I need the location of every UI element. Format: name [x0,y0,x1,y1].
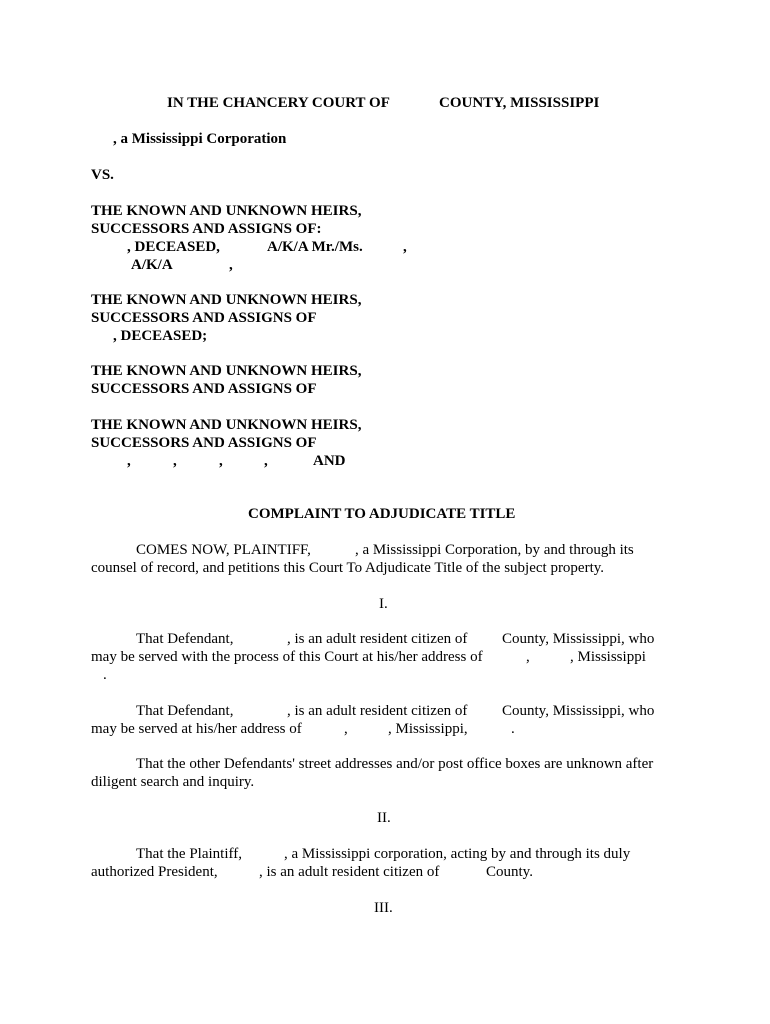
court-name: IN THE CHANCERY COURT OF [167,95,390,111]
defendant4-and: AND [313,453,346,469]
defendant1-line2: SUCCESSORS AND ASSIGNS OF: [91,221,322,237]
defendant1-aka: A/K/A Mr./Ms. [267,239,363,255]
sec1-p1-line2c: , Mississippi [570,649,646,665]
sec1-p3-line1: That the other Defendants' street addresses and/or post office boxes are unknown after [136,756,654,772]
versus-label: VS. [91,167,114,183]
intro-line2: counsel of record, and petitions this Court To Adjudicate Title of the subject property. [91,560,605,576]
defendant1-comma2: , [229,257,233,273]
complaint-title: COMPLAINT TO ADJUDICATE TITLE [248,506,516,522]
defendant2-line2: SUCCESSORS AND ASSIGNS OF [91,310,317,326]
defendant4-comma4: , [264,453,268,469]
defendant1-aka2: A/K/A [131,257,173,273]
sec1-p2-line2c: , Mississippi, [388,721,468,737]
sec1-p1-line1b: , is an adult resident citizen of [287,631,468,647]
sec2-p1-line2a: authorized President, [91,864,218,880]
sec1-p1-line2a: may be served with the process of this Court at his/her address of [91,649,483,665]
plaintiff-name: , a Mississippi Corporation [113,131,287,147]
section-1-heading: I. [379,596,388,612]
sec2-p1-line1a: That the Plaintiff, [136,846,242,862]
sec2-p1-line2c: County. [486,864,533,880]
section-2-heading: II. [377,810,391,826]
defendant4-comma3: , [219,453,223,469]
defendant2-line1: THE KNOWN AND UNKNOWN HEIRS, [91,292,362,308]
defendant2-deceased: , DECEASED; [113,328,208,344]
court-county: COUNTY, MISSISSIPPI [439,95,600,111]
sec2-p1-line1b: , a Mississippi corporation, acting by and through its duly [284,846,631,862]
sec1-p1-line3: . [103,667,107,683]
defendant4-line2: SUCCESSORS AND ASSIGNS OF [91,435,317,451]
sec1-p2-line1a: That Defendant, [136,703,234,719]
sec1-p2-line1c: County, Mississippi, who [502,703,655,719]
sec1-p3-line2: diligent search and inquiry. [91,774,255,790]
sec2-p1-line2b: , is an adult resident citizen of [259,864,440,880]
sec1-p2-line2b: , [344,721,348,737]
sec1-p1-line1a: That Defendant, [136,631,234,647]
defendant3-line2: SUCCESSORS AND ASSIGNS OF [91,381,317,397]
defendant4-comma2: , [173,453,177,469]
defendant4-comma1: , [127,453,131,469]
defendant1-deceased: , DECEASED, [127,239,220,255]
intro-line1b: , a Mississippi Corporation, by and through its [355,542,634,558]
intro-line1a: COMES NOW, PLAINTIFF, [136,542,311,558]
sec1-p1-line2b: , [526,649,530,665]
sec1-p2-line2d: . [511,721,515,737]
defendant1-line1: THE KNOWN AND UNKNOWN HEIRS, [91,203,362,219]
sec1-p1-line1c: County, Mississippi, who [502,631,655,647]
sec1-p2-line2a: may be served at his/her address of [91,721,302,737]
sec1-p2-line1b: , is an adult resident citizen of [287,703,468,719]
defendant3-line1: THE KNOWN AND UNKNOWN HEIRS, [91,363,362,379]
defendant4-line1: THE KNOWN AND UNKNOWN HEIRS, [91,417,362,433]
section-3-heading: III. [374,900,393,916]
defendant1-comma: , [403,239,407,255]
